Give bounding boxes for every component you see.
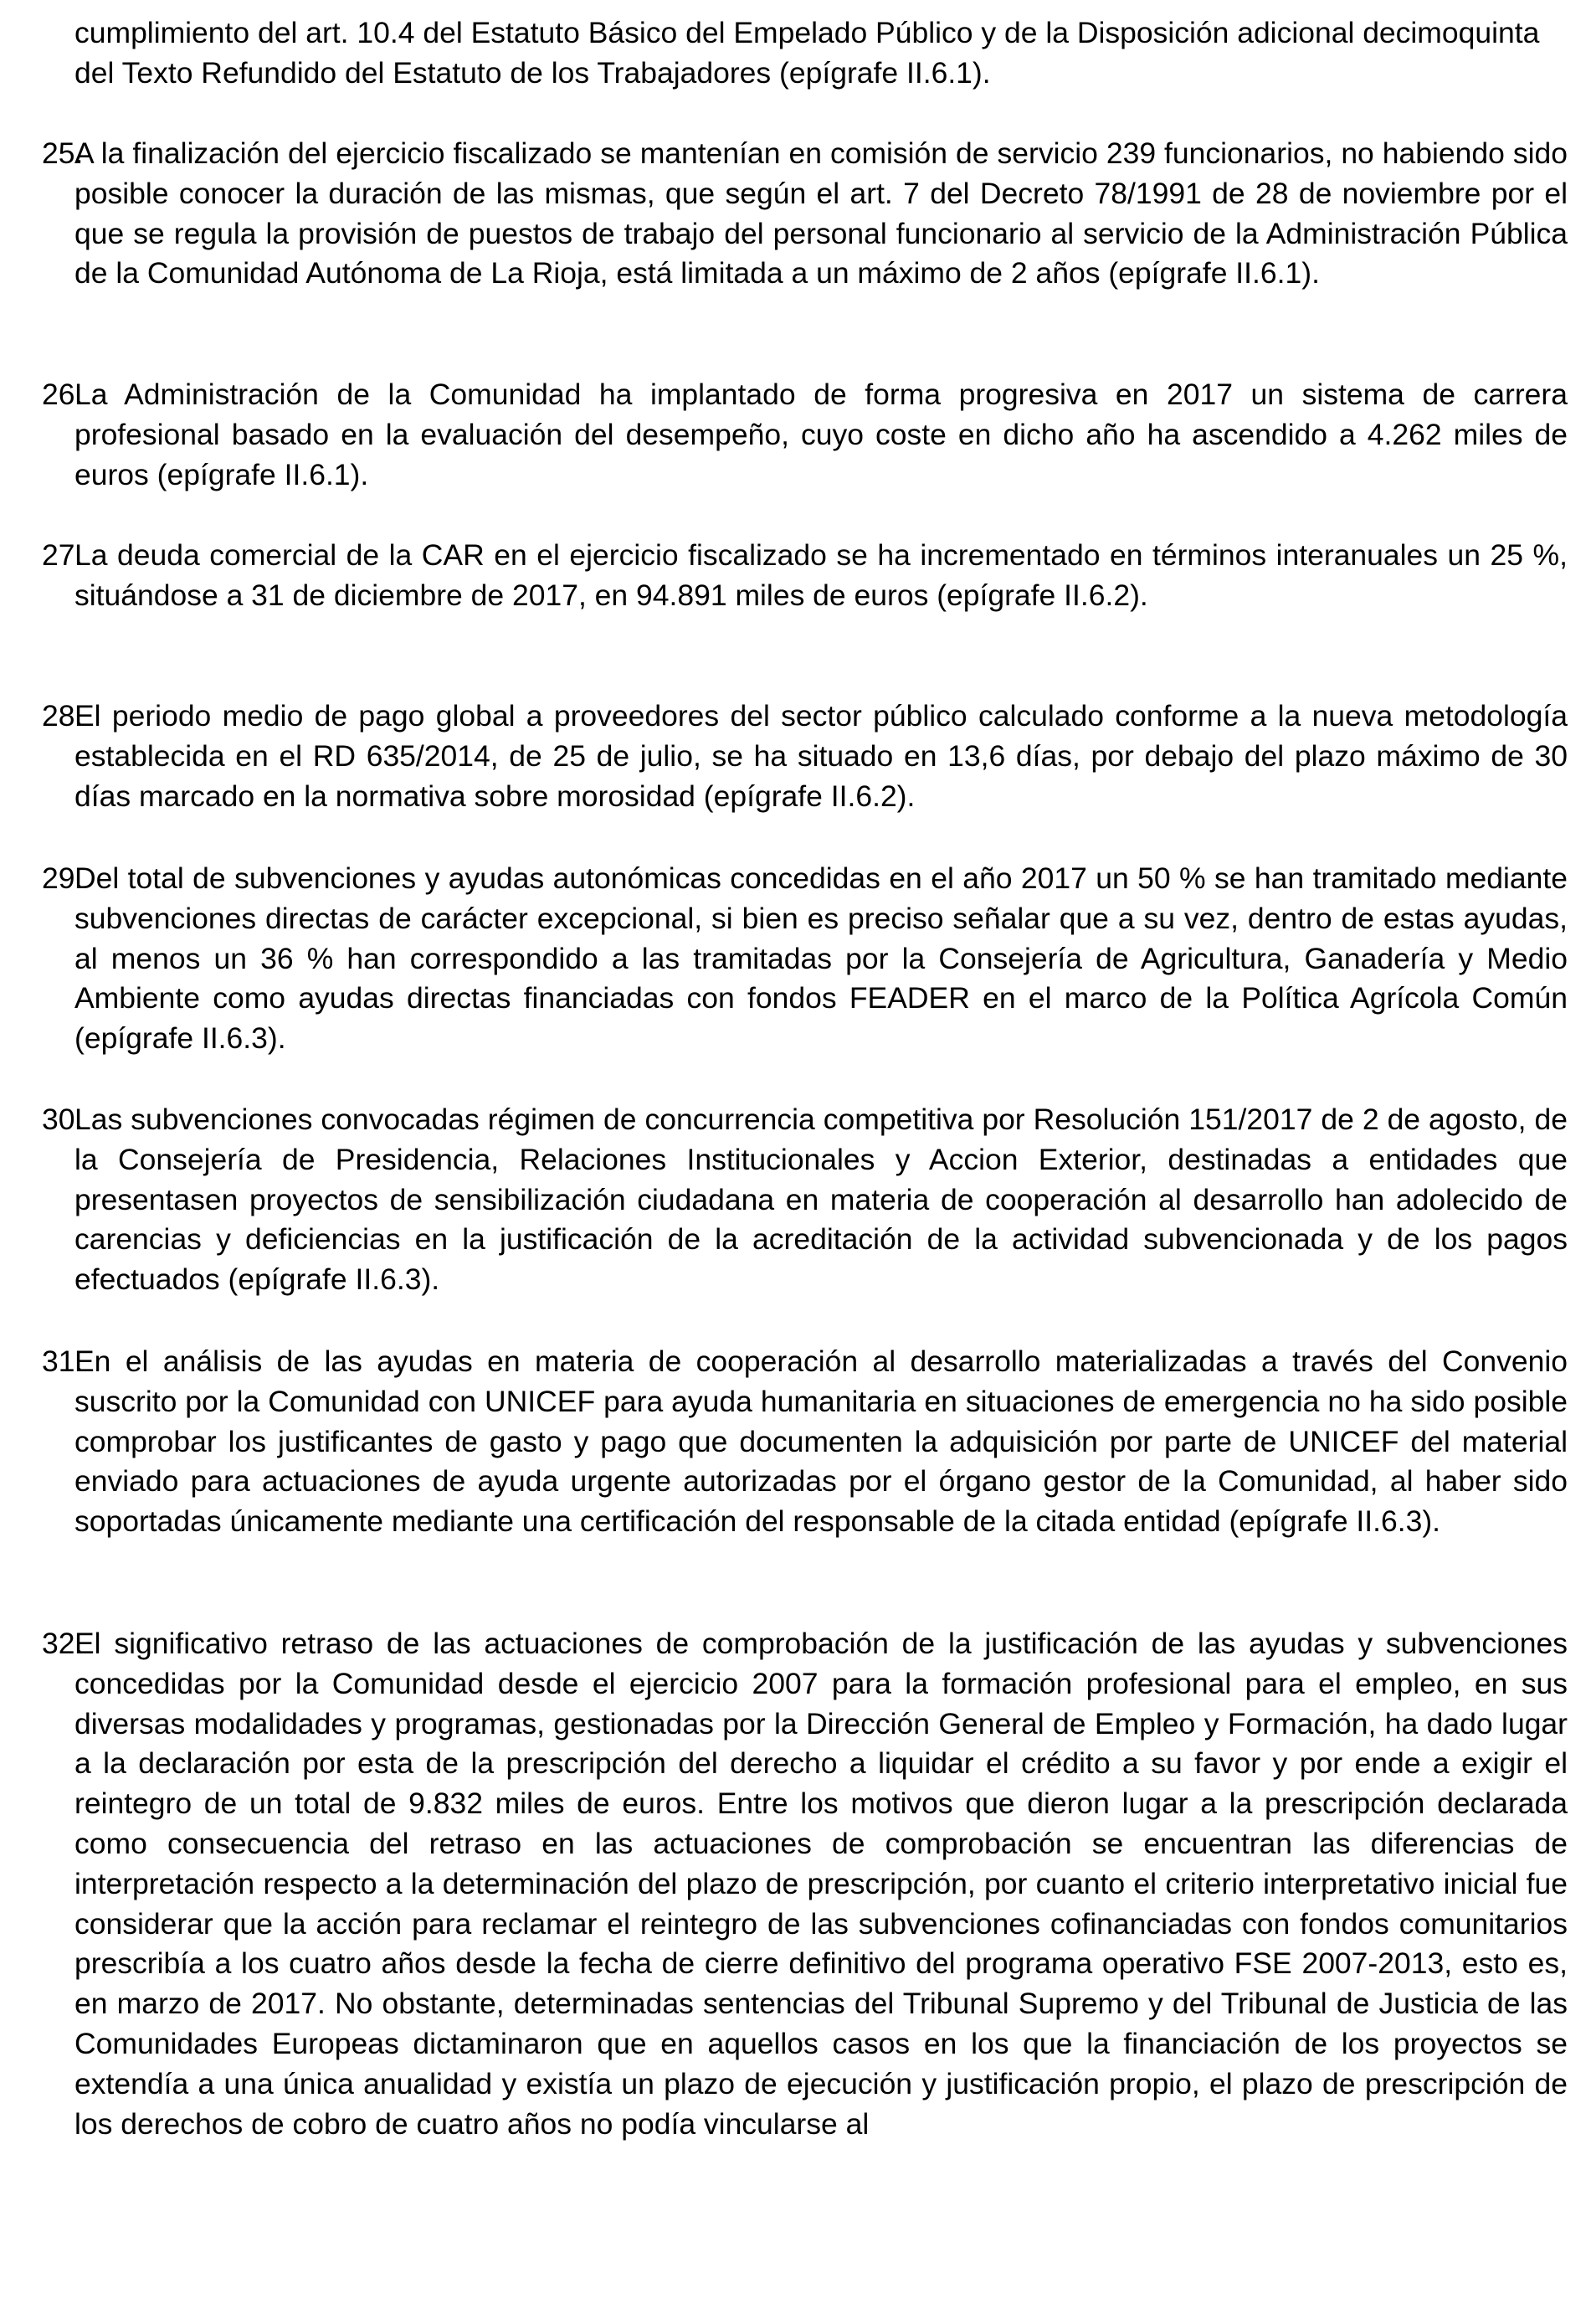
item-number: 32. bbox=[42, 1627, 84, 1660]
item-text: En el análisis de las ayudas en materia de cooperación al desarrollo materializadas a través del Convenio suscrito por la Comunidad con UNICEF para ayuda humanitaria en situaciones de emergencia no ha sido posible comprobar los justificantes de gasto y pago que documenten la adquisición por parte de UNICEF del material enviado para actuaciones de ayuda urgente autorizadas por el órgano gestor de la Comunidad, al haber sido soportadas únicamente mediante una certificación del responsable de la citada entidad (epígrafe II.6.3). bbox=[74, 1345, 1568, 1539]
item-text: El periodo medio de pago global a proveedores del sector público calculado conforme a la nueva metodología establecida en el RD 635/2014, de 25 de julio, se ha situado en 13,6 días, por debajo del plazo máximo de 30 días marcado en la normativa sobre morosidad (epígrafe II.6.2). bbox=[74, 699, 1568, 813]
intro-paragraph: cumplimiento del art. 10.4 del Estatuto Básico del Empelado Público y de la Disposición adicional decimoquinta del Texto Refundido del Estatuto de los Trabajadores (epígrafe II.6.1). bbox=[74, 16, 1540, 90]
item-number: 29. bbox=[42, 861, 84, 895]
item-number: 31. bbox=[42, 1345, 84, 1378]
item-text: La Administración de la Comunidad ha implantado de forma progresiva en 2017 un sistema de carrera profesional basado en la evaluación del desempeño, cuyo coste en dicho año ha ascendido a 4.262 miles de euros (epígrafe II.6.1). bbox=[74, 378, 1568, 491]
item-number: 28. bbox=[42, 699, 84, 733]
item-text: El significativo retraso de las actuaciones de comprobación de la justificación de las ayudas y subvenciones concedidas por la Comunidad desde el ejercicio 2007 para la formación profesional para el empleo, en sus diversas modalidades y programas, gestionadas por la Dirección General de Empleo y Formación, ha dado lugar a la declaración por esta de la prescripción del derecho a liquidar el crédito a su favor y por ende a exigir el reintegro de un total de 9.832 miles de euros. Entre los motivos que dieron lugar a la prescripción declarada como consecuencia del retraso en las actuaciones de comprobación se encuentran las diferencias de interpretación respecto a la determinación del plazo de prescripción, por cuanto el criterio interpretativo inicial fue considerar que la acción para reclamar el reintegro de las subvenciones cofinanciadas con fondos comunitarios prescribía a los cuatro años desde la fecha de cierre definitivo del programa operativo FSE 2007-2013, esto es, en marzo de 2017. No obstante, determinadas sentencias del Tribunal Supremo y del Tribunal de Justicia de las Comunidades Europeas dictaminaron que en aquellos casos en los que la financiación de los proyectos se extendía a una única anualidad y existía un plazo de ejecución y justificación propio, el plazo de prescripción de los derechos de cobro de cuatro años no podía vincularse al bbox=[74, 1627, 1568, 2141]
item-text: Las subvenciones convocadas régimen de concurrencia competitiva por Resolución 151/2017 de 2 de agosto, de la Consejería de Presidencia, Relaciones Institucionales y Accion Exterior, destinadas a entidades que presentasen proyectos de sensibilización ciudadana en materia de cooperación al desarrollo han adolecido de carencias y deficiencias en la justificación de la acreditación de la actividad subvencionada y de los pagos efectuados (epígrafe II.6.3). bbox=[74, 1103, 1568, 1297]
item-number: 27. bbox=[42, 538, 84, 572]
item-text: A la finalización del ejercicio fiscalizado se mantenían en comisión de servicio 239 funcionarios, no habiendo sido posible conocer la duración de las mismas, que según el art. 7 del Decreto 78/1991 de 28 de noviembre por el que se regula la provisión de puestos de trabajo del personal funcionario al servicio de la Administración Pública de la Comunidad Autónoma de La Rioja, está limitada a un máximo de 2 años (epígrafe II.6.1). bbox=[74, 136, 1568, 290]
item-number: 30. bbox=[42, 1103, 84, 1136]
item-number: 25. bbox=[42, 136, 84, 170]
item-number: 26. bbox=[42, 378, 84, 411]
item-text: Del total de subvenciones y ayudas autonómicas concedidas en el año 2017 un 50 % se han tramitado mediante subvenciones directas de carácter excepcional, si bien es preciso señalar que a su vez, dentro de estas ayudas, al menos un 36 % han correspondido a las tramitadas por la Consejería de Agricultura, Ganadería y Medio Ambiente como ayudas directas financiadas con fondos FEADER en el marco de la Política Agrícola Común (epígrafe II.6.3). bbox=[74, 861, 1568, 1056]
item-text: La deuda comercial de la CAR en el ejercicio fiscalizado se ha incrementado en términos interanuales un 25 %, situándose a 31 de diciembre de 2017, en 94.891 miles de euros (epígrafe II.6.2). bbox=[74, 538, 1568, 612]
